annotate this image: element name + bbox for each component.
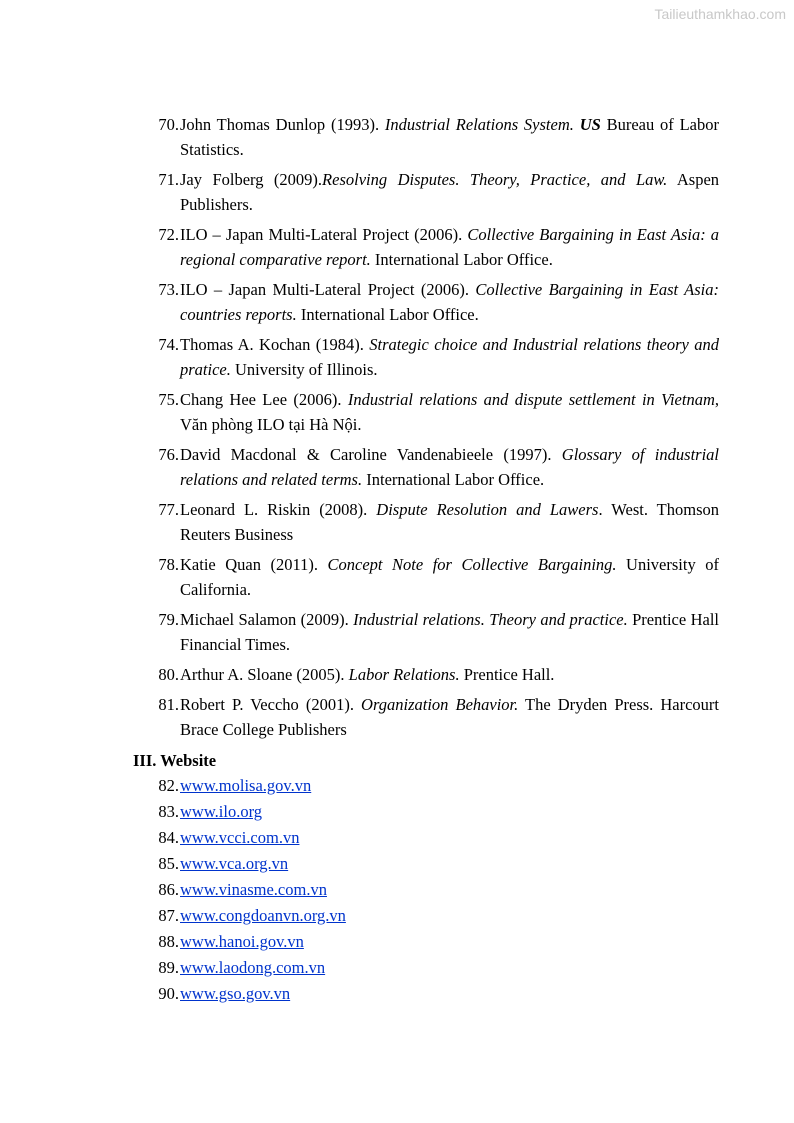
reference-number: 77. <box>158 500 179 519</box>
website-number: 90. <box>158 984 179 1003</box>
website-item <box>133 799 719 825</box>
reference-item <box>133 607 719 657</box>
reference-item <box>133 112 719 162</box>
reference-list <box>133 112 719 747</box>
website-number: 83. <box>158 802 179 821</box>
reference-text: ILO – Japan Multi-Lateral Project (2006). Collective Bargaining in East Asia: countries reports. International Labor Office. <box>180 280 719 324</box>
reference-item <box>133 332 719 382</box>
reference-text: ILO – Japan Multi-Lateral Project (2006). Collective Bargaining in East Asia: a regional comparative report. International Labor Office. <box>180 225 719 269</box>
reference-number: 80. <box>158 665 179 684</box>
reference-text: Robert P. Veccho (2001). Organization Behavior. The Dryden Press. Harcourt Brace College Publishers <box>180 695 719 739</box>
reference-item <box>133 222 719 272</box>
website-number: 87. <box>158 906 179 925</box>
website-link[interactable]: www.vcci.com.vn <box>180 828 300 847</box>
reference-number: 73. <box>158 280 179 299</box>
reference-text: Chang Hee Lee (2006). Industrial relations and dispute settlement in Vietnam, Văn phòng ILO tại Hà Nội. <box>180 390 719 434</box>
website-item <box>133 903 719 929</box>
reference-number: 71. <box>158 170 179 189</box>
reference-number: 81. <box>158 695 179 714</box>
reference-number: 79. <box>158 610 179 629</box>
website-number: 84. <box>158 828 179 847</box>
website-item <box>133 955 719 981</box>
website-item <box>133 877 719 903</box>
reference-text: Leonard L. Riskin (2008). Dispute Resolution and Lawers. West. Thomson Reuters Business <box>180 500 719 544</box>
reference-number: 75. <box>158 390 179 409</box>
reference-item <box>133 692 719 742</box>
reference-item <box>133 497 719 547</box>
website-item <box>133 929 719 955</box>
reference-item <box>133 167 719 217</box>
website-number: 88. <box>158 932 179 951</box>
reference-text: Thomas A. Kochan (1984). Strategic choice and Industrial relations theory and pratice. University of Illinois. <box>180 335 719 379</box>
website-link[interactable]: www.laodong.com.vn <box>180 958 326 977</box>
reference-number: 70. <box>158 115 179 134</box>
website-number: 86. <box>158 880 179 899</box>
website-number: 82. <box>158 776 179 795</box>
reference-text: Michael Salamon (2009). Industrial relations. Theory and practice. Prentice Hall Financial Times. <box>180 610 719 654</box>
website-number: 85. <box>158 854 179 873</box>
reference-item <box>133 552 719 602</box>
website-link[interactable]: www.vca.org.vn <box>180 854 289 873</box>
website-item <box>133 981 719 1007</box>
reference-number: 78. <box>158 555 179 574</box>
website-link[interactable]: www.molisa.gov.vn <box>180 776 312 795</box>
website-number: 89. <box>158 958 179 977</box>
website-link[interactable]: www.hanoi.gov.vn <box>180 932 304 951</box>
website-link[interactable]: www.gso.gov.vn <box>180 984 291 1003</box>
reference-text: Jay Folberg (2009).Resolving Disputes. Theory, Practice, and Law. Aspen Publishers. <box>180 170 720 214</box>
reference-text: John Thomas Dunlop (1993). Industrial Relations System. US Bureau of Labor Statistics. <box>180 115 719 159</box>
website-list <box>133 773 719 1007</box>
website-item <box>133 773 719 799</box>
website-link[interactable]: www.congdoanvn.org.vn <box>180 906 346 925</box>
reference-text: David Macdonal & Caroline Vandenabieele (1997). Glossary of industrial relations and related terms. International Labor Office. <box>180 445 719 489</box>
reference-number: 74. <box>158 335 179 354</box>
reference-text: Arthur A. Sloane (2005). Labor Relations. Prentice Hall. <box>180 665 555 684</box>
reference-number: 76. <box>158 445 179 464</box>
reference-item <box>133 662 719 687</box>
reference-item <box>133 387 719 437</box>
reference-number: 72. <box>158 225 179 244</box>
website-item <box>133 851 719 877</box>
reference-item <box>133 277 719 327</box>
reference-text: Katie Quan (2011). Concept Note for Collective Bargaining. University of California. <box>180 555 719 599</box>
website-link[interactable]: www.vinasme.com.vn <box>180 880 327 899</box>
website-item <box>133 825 719 851</box>
watermark: Tailieuthamkhao.com <box>654 6 786 22</box>
reference-item <box>133 442 719 492</box>
website-link[interactable]: www.ilo.org <box>180 802 263 821</box>
section-heading-website: III. Website <box>133 751 217 770</box>
